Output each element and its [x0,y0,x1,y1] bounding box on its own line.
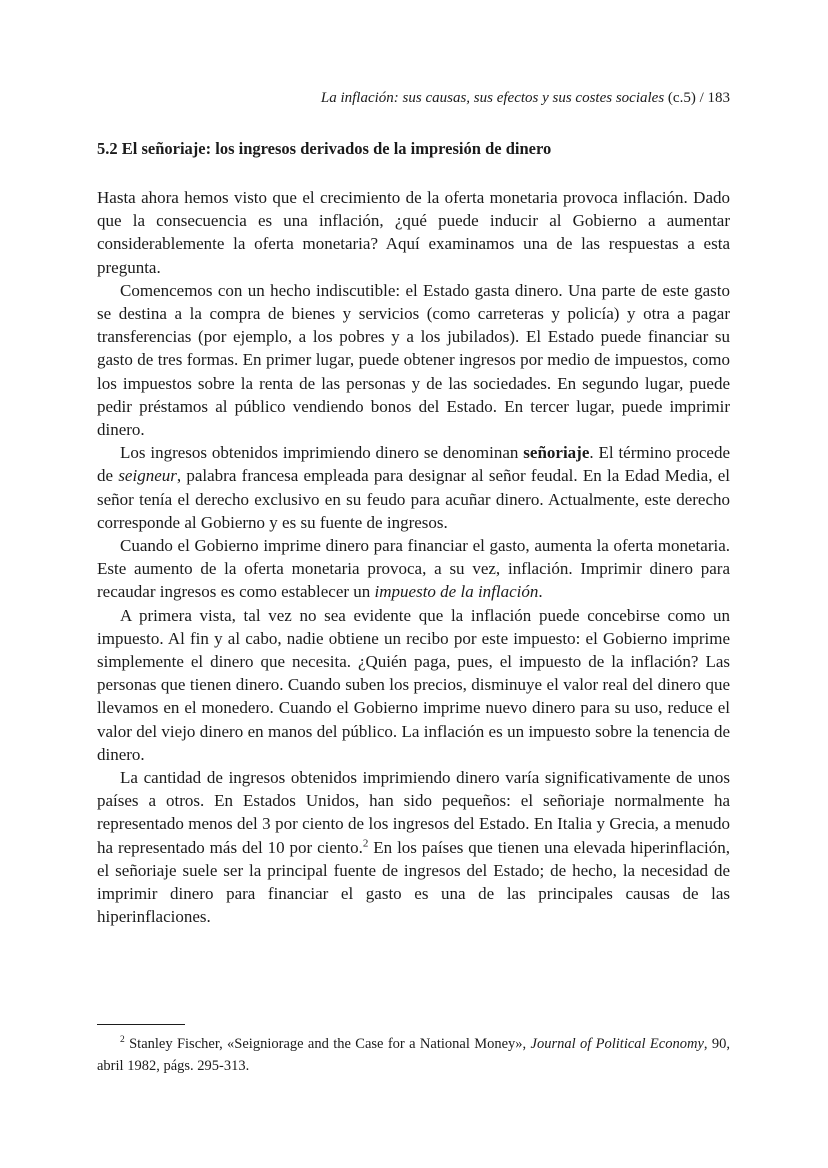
text-run: , palabra francesa empleada para designar al señor feudal. En la Edad Media, el señor tenía el derecho exclusivo en su feudo para acuñar dinero. Actualmente, este derecho corresponde al Gobierno y es su fuente de ingresos. [97,466,730,532]
paragraph-1 [97,186,730,279]
italic-term-seigneur: seigneur [118,466,177,486]
text-run: Stanley Fischer, «Seigniorage and the Case for a National Money», [124,1036,531,1052]
running-header-title: La inflación: sus causas, sus efectos y sus costes sociales [320,90,665,106]
italic-term-impuesto-inflacion: impuesto de la inflación [374,582,539,602]
paragraph-4 [97,534,730,604]
text-run: A primera vista, tal vez no sea evidente que la inflación puede concebirse como un impuesto. Al fin y al cabo, nadie obtiene un recibo por este impuesto: el Gobierno imprime simplemente el dinero que necesita. ¿Quién paga, pues, el impuesto de la inflación? Las personas que tienen dinero. Cuando suben los precios, disminuye el valor real del dinero que llevamos en el monedero. Cuando el Gobierno imprime nuevo dinero para su uso, reduce el valor del viejo dinero en manos del público. La inflación es un impuesto sobre la tenencia de dinero. [97,605,730,764]
running-header [97,90,730,107]
paragraph-5 [97,604,730,766]
text-run: . El término procede de [97,443,731,486]
text-run: En los países que tienen una elevada hiperinflación, el señoriaje suele ser la principal fuente de ingresos del Estado; de hecho, la necesidad de imprimir dinero para financiar el gasto es una de las principales causas de las hiperinflaciones. [97,837,730,927]
page-body [97,138,730,929]
text-run: . [538,582,543,602]
footnote-reference-2: 2 [362,837,369,850]
footnote-rule [97,1024,185,1025]
text-run: La cantidad de ingresos obtenidos imprimiendo dinero varía significativamente de unos países a otros. En Estados Unidos, han sido pequeños: el señoriaje normalmente ha representado menos del 3 por ciento de los ingresos del Estado. En Italia y Grecia, a menudo ha representado más del 10 por ciento. [97,768,730,857]
italic-journal-title: Journal of Political Economy [530,1036,704,1052]
footnote [97,1024,730,1077]
bold-term-senoriaje: señoriaje [523,443,590,463]
text-run: , 90, abril 1982, págs. 295-313. [97,1036,731,1074]
paragraph-3 [97,441,730,534]
footnote-marker: 2 [120,1035,125,1046]
text-run: Los ingresos obtenidos imprimiendo dinero se denominan [120,443,524,463]
text-run: Cuando el Gobierno imprime dinero para financiar el gasto, aumenta la oferta monetaria. Este aumento de la oferta monetaria provoca, a su vez, inflación. Imprimir dinero para recaudar ingresos es como establecer un [97,536,730,602]
running-header-page-number: (c.5) / 183 [664,90,730,106]
footnote-text [97,1034,730,1077]
text-run: Comencemos con un hecho indiscutible: el Estado gasta dinero. Una parte de este gasto se destina a la compra de bienes y servicios (como carreteras y policía) y otra a pagar transferencias (por ejemplo, a los pobres y a los jubilados). El Estado puede financiar su gasto de tres formas. En primer lugar, puede obtener ingresos por medio de impuestos, como los impuestos sobre la renta de las personas y de las sociedades. En segundo lugar, puede pedir préstamos al público vendiendo bonos del Estado. En tercer lugar, puede imprimir dinero. [97,280,730,440]
text-run: Hasta ahora hemos visto que el crecimiento de la oferta monetaria provoca inflación. Dado que la consecuencia es una inflación, ¿qué puede inducir al Gobierno a aumentar considerablemente la oferta monetaria? Aquí examinamos una de las respuestas a esta pregunta. [97,188,730,277]
paragraph-6 [97,766,730,928]
paragraph-2 [97,279,730,441]
section-heading: 5.2 El señoriaje: los ingresos derivados de la impresión de dinero [97,139,552,158]
